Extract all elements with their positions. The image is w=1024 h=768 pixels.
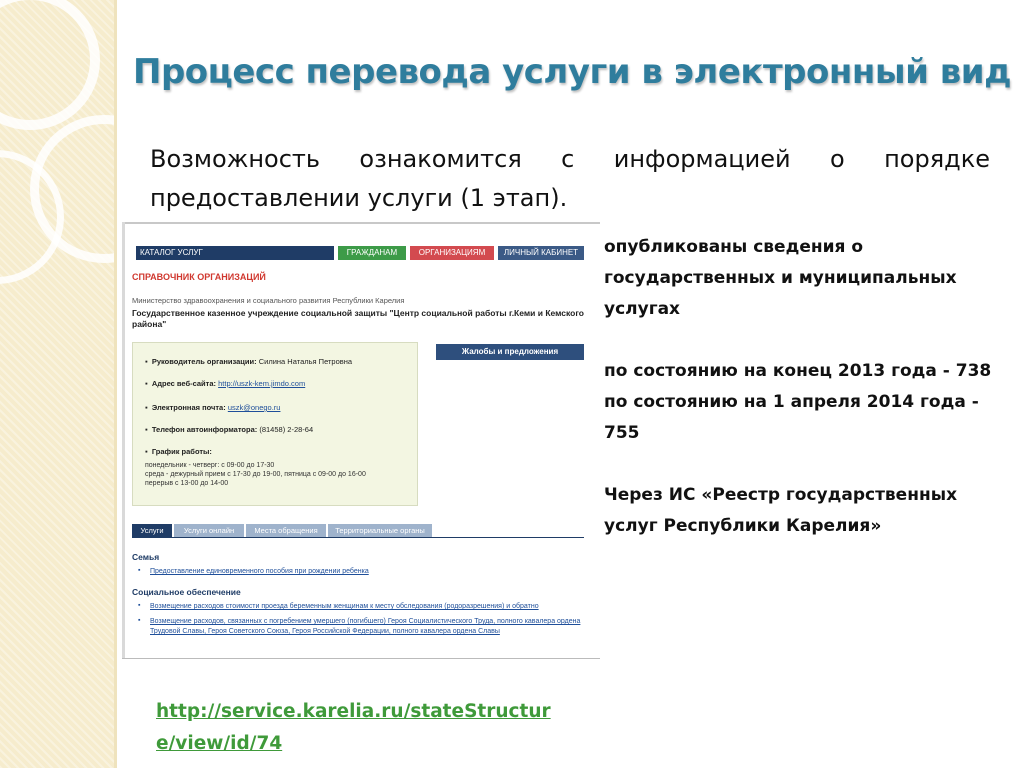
source-url-link[interactable]: http://service.karelia.ru/stateStructure/view/id/74 — [156, 701, 551, 754]
nav-organizations-tab[interactable]: ОРГАНИЗАЦИЯМ — [410, 246, 494, 260]
schedule-line: среда - дежурный прием с 17-30 до 19-00, пятница с 09-00 до 16-00 — [145, 471, 366, 478]
service-link[interactable]: Предоставление единовременного пособия при рождении ребенка — [150, 568, 369, 575]
info-phone-value: (81458) 2-28-64 — [259, 425, 314, 434]
published-info: опубликованы сведения о государственных и муниципальных услугах — [604, 237, 957, 319]
slide-intro-text: Возможность ознакомится с информацией о порядке предоставлении услуги (1 этап). — [150, 145, 990, 212]
nav-citizens-tab[interactable]: ГРАЖДАНАМ — [338, 246, 406, 260]
info-email: ▪ Электронная почта: uszk@onego.ru — [145, 403, 281, 412]
schedule-line: понедельник - четверг: с 09-00 до 17-30 — [145, 462, 275, 469]
complaints-button[interactable]: Жалобы и предложения — [436, 344, 584, 360]
info-head: ▪ Руководитель организации: Силина Наталья Петровна — [145, 357, 353, 366]
tab-places[interactable]: Места обращения — [246, 524, 326, 537]
registry-info: Через ИС «Реестр государственных услуг Республики Карелия» — [604, 485, 958, 536]
band-edge — [114, 0, 117, 768]
info-schedule-label: График работы: — [151, 447, 212, 456]
ministry-link[interactable]: Министерство здравоохранения и социального развития Республики Карелия — [132, 296, 405, 305]
tab-territorial[interactable]: Территориальные органы — [328, 524, 432, 537]
slide-title: Процесс перевода услуги в электронный вид — [133, 52, 1012, 92]
divider — [122, 222, 600, 224]
category-social: Социальное обеспечение — [132, 587, 241, 597]
bullet-icon: ▪ — [138, 602, 141, 609]
count-2013: по состоянию на конец 2013 года - 738 — [604, 361, 992, 381]
info-website: ▪ Адрес веб-сайта: http://uszk-kem.jimdo.com — [145, 379, 306, 388]
info-phone: ▪ Телефон автоинформатора: (81458) 2-28-64 — [145, 425, 314, 434]
right-info-text — [604, 232, 1016, 542]
tab-services[interactable]: Услуги — [132, 524, 172, 537]
directory-title: СПРАВОЧНИК ОРГАНИЗАЦИЙ — [132, 272, 266, 282]
decorative-ring — [0, 0, 100, 130]
info-head-value: Силина Наталья Петровна — [258, 357, 353, 366]
info-phone-label: Телефон автоинформатора: — [151, 425, 258, 434]
bullet-icon: ▪ — [138, 617, 141, 624]
service-link[interactable]: Возмещение расходов, связанных с погребением умершего (погибшего) Героя Социалистического Труда, полного кавалера ордена Трудовой Славы, Героя Советского Союза, Героя Российской Федерации, полного кавалера ордена Славы — [150, 618, 581, 635]
organization-info-box — [132, 342, 418, 506]
email-link[interactable]: uszk@onego.ru — [227, 403, 281, 412]
organization-name: Государственное казенное учреждение социальной защиты "Центр социальной работы г.Кеми и Кемского района" — [132, 308, 584, 329]
schedule-line: перерыв с 13-00 до 14-00 — [145, 480, 229, 487]
divider — [122, 222, 125, 658]
category-family: Семья — [132, 552, 160, 562]
decorative-side-band — [0, 0, 114, 768]
website-screenshot — [122, 222, 600, 659]
info-head-label: Руководитель организации: — [151, 357, 257, 366]
website-link[interactable]: http://uszk-kem.jimdo.com — [218, 379, 306, 388]
service-link[interactable]: Возмещение расходов стоимости проезда беременным женщинам к месту обследования (родоразрешения) и обратно — [150, 603, 539, 610]
bullet-icon: ▪ — [138, 567, 141, 574]
info-website-label: Адрес веб-сайта: — [151, 379, 217, 388]
nav-catalog-button[interactable]: КАТАЛОГ УСЛУГ — [136, 246, 334, 260]
schedule-text — [145, 461, 415, 488]
tab-services-online[interactable]: Услуги онлайн — [174, 524, 244, 537]
count-2014: по состоянию на 1 апреля 2014 года - 755 — [604, 392, 979, 443]
nav-cabinet-tab[interactable]: ЛИЧНЫЙ КАБИНЕТ — [498, 246, 584, 260]
divider — [132, 537, 584, 538]
info-email-label: Электронная почта: — [151, 403, 226, 412]
info-schedule: ▪ График работы: — [145, 447, 212, 456]
